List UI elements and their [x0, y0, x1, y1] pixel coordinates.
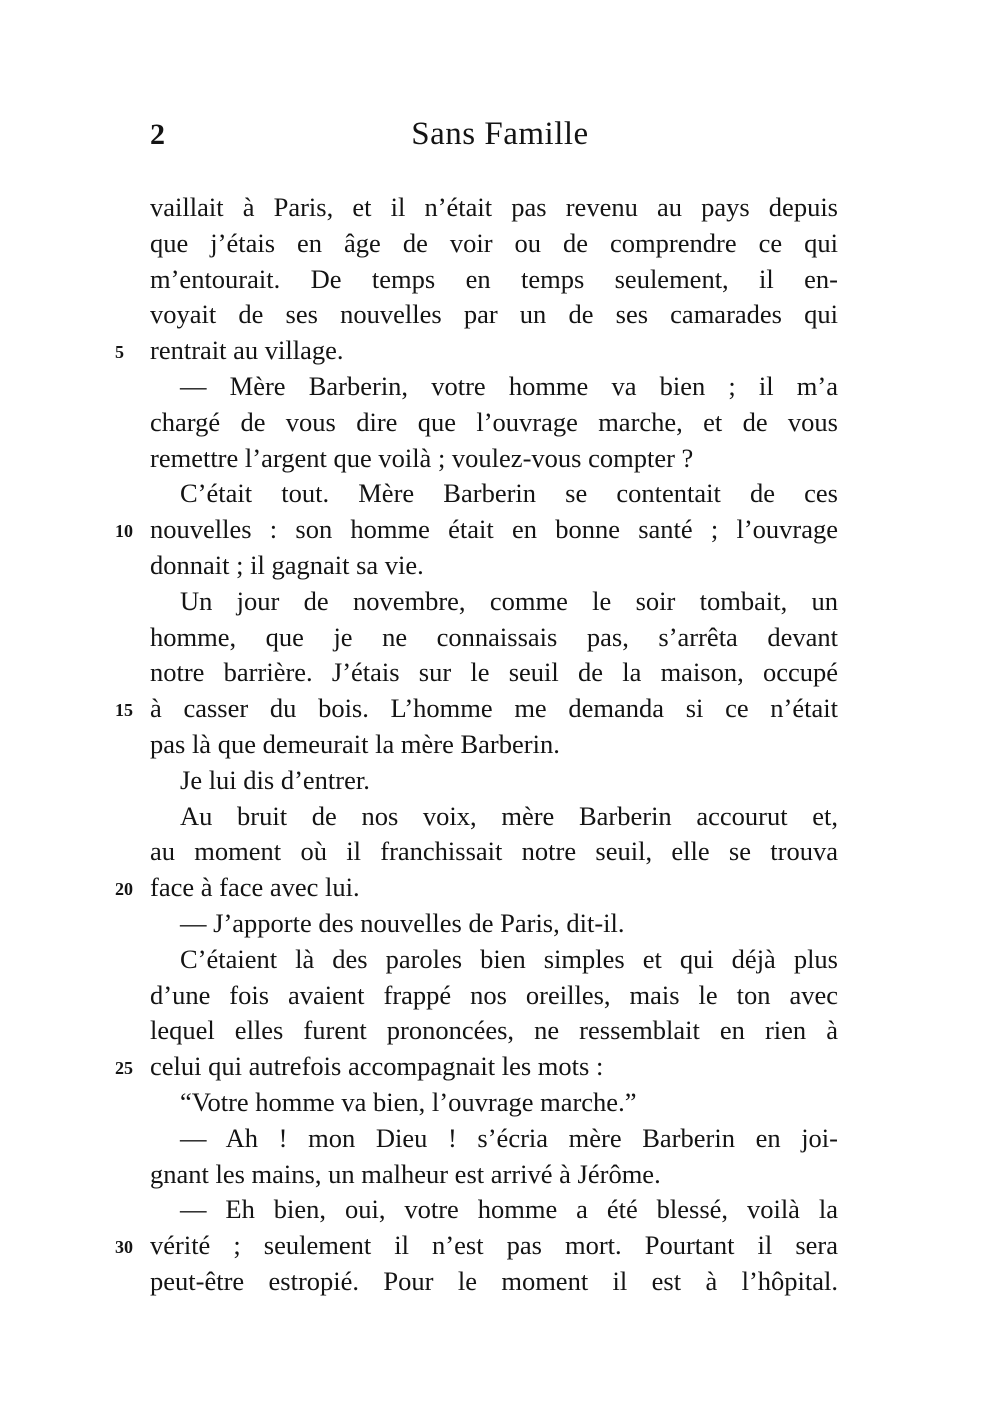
line-text: vérité ; seulement il n’est pas mort. Pourtant il sera: [150, 1230, 838, 1261]
text-line: [150, 799, 838, 835]
line-text: — Mère Barberin, votre homme va bien ; il m’a: [180, 370, 838, 401]
text-line: [150, 978, 838, 1014]
page-number: 2: [150, 118, 165, 151]
text-line: [150, 297, 838, 333]
text-line: [150, 942, 838, 978]
line-text: gnant les mains, un malheur est arrivé à Jérôme.: [150, 1158, 661, 1189]
text-line: [150, 620, 838, 656]
line-text: nouvelles : son homme était en bonne santé ; l’ouvrage: [150, 514, 838, 545]
page-header: [0, 112, 1000, 162]
line-text: Un jour de novembre, comme le soir tombait, un: [180, 585, 838, 616]
line-text: remettre l’argent que voilà ; voulez-vous compter ?: [150, 442, 694, 473]
text-line: [150, 1192, 838, 1228]
text-line: [150, 584, 838, 620]
text-line: [115, 512, 838, 548]
line-text: — Ah ! mon Dieu ! s’écria mère Barberin en joi-: [180, 1122, 838, 1153]
line-text: voyait de ses nouvelles par un de ses camarades qui: [150, 299, 838, 330]
line-text: “Votre homme va bien, l’ouvrage marche.”: [180, 1086, 637, 1117]
line-text: m’entourait. De temps en temps seulement, il en-: [150, 263, 838, 294]
line-text: donnait ; il gagnait sa vie.: [150, 549, 424, 580]
running-title: Sans Famille: [411, 116, 589, 152]
text-line: [150, 262, 838, 298]
text-line: [150, 405, 838, 441]
line-text: — J’apporte des nouvelles de Paris, dit-il.: [180, 907, 625, 938]
text-line: [150, 1157, 838, 1193]
line-number: 20: [115, 879, 133, 900]
text-line: [150, 906, 838, 942]
line-text: C’étaient là des paroles bien simples et qui déjà plus: [180, 943, 838, 974]
text-line: [150, 369, 838, 405]
text-line: [150, 1085, 838, 1121]
line-text: Au bruit de nos voix, mère Barberin accourut et,: [180, 800, 838, 831]
text-line: [150, 190, 838, 226]
line-text: d’une fois avaient frappé nos oreilles, mais le ton avec: [150, 979, 838, 1010]
text-line: [150, 834, 838, 870]
line-text: Je lui dis d’entrer.: [180, 764, 370, 795]
line-text: — Eh bien, oui, votre homme a été blessé, voilà la: [180, 1194, 838, 1225]
text-line: [150, 1013, 838, 1049]
text-line: [150, 763, 838, 799]
text-line: [150, 476, 838, 512]
line-text: peut-être estropié. Pour le moment il est à l’hôpital.: [150, 1265, 838, 1296]
text-line: [150, 548, 838, 584]
line-number: 30: [115, 1237, 133, 1258]
text-line: [115, 1049, 838, 1085]
line-number: 5: [115, 342, 124, 363]
line-text: celui qui autrefois accompagnait les mots :: [150, 1051, 604, 1082]
line-number: 10: [115, 521, 133, 542]
text-line: [115, 333, 838, 369]
line-text: face à face avec lui.: [150, 872, 360, 903]
text-line: [115, 870, 838, 906]
line-text: lequel elles furent prononcées, ne ressemblait en rien à: [150, 1015, 838, 1046]
line-text: notre barrière. J’étais sur le seuil de la maison, occupé: [150, 657, 838, 688]
body-text: [115, 190, 838, 1300]
line-number: 15: [115, 700, 133, 721]
line-text: chargé de vous dire que l’ouvrage marche, et de vous: [150, 406, 838, 437]
text-line: [150, 727, 838, 763]
text-line: [150, 441, 838, 477]
text-line: [150, 655, 838, 691]
line-text: rentrait au village.: [150, 335, 344, 366]
line-number: 25: [115, 1058, 133, 1079]
text-line: [150, 1121, 838, 1157]
line-text: pas là que demeurait la mère Barberin.: [150, 728, 560, 759]
line-text: que j’étais en âge de voir ou de comprendre ce qui: [150, 227, 838, 258]
text-line: [150, 1264, 838, 1300]
line-text: vaillait à Paris, et il n’était pas revenu au pays depuis: [150, 192, 838, 222]
text-line: [150, 226, 838, 262]
line-text: au moment où il franchissait notre seuil, elle se trouva: [150, 836, 838, 867]
line-text: à casser du bois. L’homme me demanda si ce n’était: [150, 693, 838, 724]
line-text: C’était tout. Mère Barberin se contentait de ces: [180, 478, 838, 509]
line-text: homme, que je ne connaissais pas, s’arrêta devant: [150, 621, 838, 652]
text-line: [115, 691, 838, 727]
text-line: [115, 1228, 838, 1264]
